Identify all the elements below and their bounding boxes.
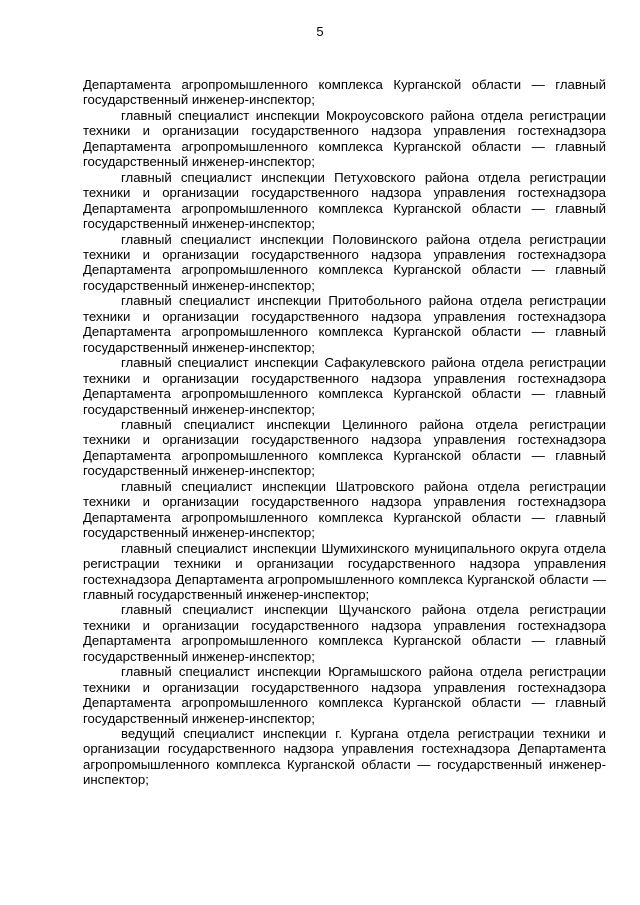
paragraph-polovinsky: главный специалист инспекции Половинского района отдела регистрации техники и организации государственного надзора управления гостехнадзора Департамента агропромышленного комплекса Курганской области — главный государственный инженер-инспектор;	[83, 231, 606, 293]
paragraph-petukhovsky: главный специалист инспекции Петуховского района отдела регистрации техники и организации государственного надзора управления гостехнадзора Департамента агропромышленного комплекса Курганской области — главный государственный инженер-инспектор;	[83, 169, 606, 232]
paragraph-continuation: Департамента агропромышленного комплекса Курганской области — главный государственный инженер-инспектор;	[83, 77, 606, 108]
document-body	[83, 77, 606, 788]
paragraph-shumikhinsky: главный специалист инспекции Шумихинского муниципального округа отдела регистрации техники и организации государственного надзора управления гостехнадзора Департамента агропромышленного комплекса Курганской области — главный государственный инженер-инспектор;	[83, 540, 606, 602]
paragraph-yurgamyshsky: главный специалист инспекции Юргамышского района отдела регистрации техники и организации государственного надзора управления гостехнадзора Департамента агропромышленного комплекса Курганской области — главный государственный инженер-инспектор;	[83, 664, 606, 726]
paragraph-safakulevsky: главный специалист инспекции Сафакулевского района отдела регистрации техники и организации государственного надзора управления гостехнадзора Департамента агропромышленного комплекса Курганской области — главный государственный инженер-инспектор;	[83, 355, 606, 417]
paragraph-pritobolny: главный специалист инспекции Притобольного района отдела регистрации техники и организации государственного надзора управления гостехнадзора Департамента агропромышленного комплекса Курганской области — главный государственный инженер-инспектор;	[83, 293, 606, 355]
paragraph-mokrousovsky: главный специалист инспекции Мокроусовского района отдела регистрации техники и организации государственного надзора управления гостехнадзора Департамента агропромышленного комплекса Курганской области — главный государственный инженер-инспектор;	[83, 107, 606, 170]
paragraph-shchuchansky: главный специалист инспекции Щучанского района отдела регистрации техники и организации государственного надзора управления гостехнадзора Департамента агропромышленного комплекса Курганской области — главный государственный инженер-инспектор;	[83, 602, 606, 664]
page-number: 5	[316, 24, 324, 39]
paragraph-kurgan: ведущий специалист инспекции г. Кургана отдела регистрации техники и организации государственного надзора управления гостехнадзора Департамента агропромышленного комплекса Курганской области — государственный инженер-инспектор;	[83, 726, 606, 788]
paragraph-shatrovsky: главный специалист инспекции Шатровского района отдела регистрации техники и организации государственного надзора управления гостехнадзора Департамента агропромышленного комплекса Курганской области — главный государственный инженер-инспектор;	[83, 478, 606, 541]
paragraph-tselinny: главный специалист инспекции Целинного района отдела регистрации техники и организации государственного надзора управления гостехнадзора Департамента агропромышленного комплекса Курганской области — главный государственный инженер-инспектор;	[83, 416, 606, 479]
